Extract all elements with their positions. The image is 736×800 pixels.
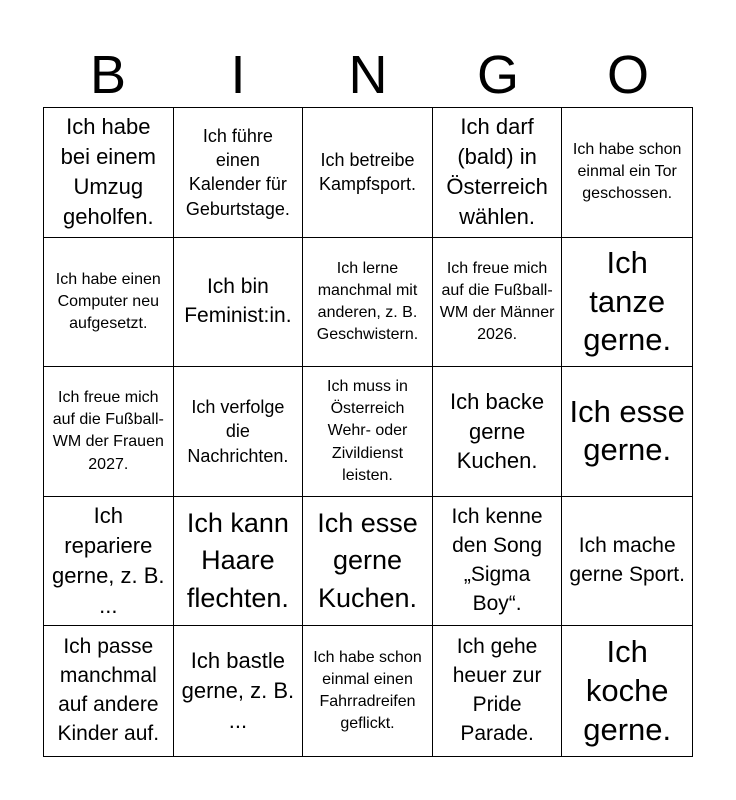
- bingo-cell-r3c1[interactable]: Ich freue mich auf die Fußball-WM der Frauen 2027.: [44, 367, 174, 497]
- bingo-cell-r5c2[interactable]: Ich bastle gerne, z. B. ...: [174, 626, 304, 756]
- bingo-cell-r2c1[interactable]: Ich habe einen Computer neu aufgesetzt.: [44, 238, 174, 368]
- bingo-cell-r4c5[interactable]: Ich mache gerne Sport.: [562, 497, 692, 627]
- bingo-cell-r1c4[interactable]: Ich darf (bald) in Österreich wählen.: [433, 108, 563, 238]
- header-letter-i: I: [230, 45, 246, 105]
- bingo-cell-r4c4[interactable]: Ich kenne den Song „Sigma Boy“.: [433, 497, 563, 627]
- bingo-cell-r4c2[interactable]: Ich kann Haare flechten.: [174, 497, 304, 627]
- bingo-cell-r3c5[interactable]: Ich esse gerne.: [562, 367, 692, 497]
- bingo-cell-r3c2[interactable]: Ich verfolge die Nachrichten.: [174, 367, 304, 497]
- bingo-cell-r3c4[interactable]: Ich backe gerne Kuchen.: [433, 367, 563, 497]
- bingo-cell-r4c3[interactable]: Ich esse gerne Kuchen.: [303, 497, 433, 627]
- bingo-cell-r5c1[interactable]: Ich passe manchmal auf andere Kinder auf.: [44, 626, 174, 756]
- bingo-cell-r3c3[interactable]: Ich muss in Österreich Wehr- oder Zivildienst leisten.: [303, 367, 433, 497]
- bingo-cell-r5c3[interactable]: Ich habe schon einmal einen Fahrradreifen geflickt.: [303, 626, 433, 756]
- bingo-cell-r2c2[interactable]: Ich bin Feminist:in.: [174, 238, 304, 368]
- bingo-cell-r2c5[interactable]: Ich tanze gerne.: [562, 238, 692, 368]
- bingo-cell-r1c5[interactable]: Ich habe schon einmal ein Tor geschossen.: [562, 108, 692, 238]
- bingo-header: [43, 42, 693, 108]
- header-letter-g: G: [476, 45, 519, 105]
- bingo-cell-r1c3[interactable]: Ich betreibe Kampfsport.: [303, 108, 433, 238]
- bingo-cell-r2c4[interactable]: Ich freue mich auf die Fußball-WM der Männer 2026.: [433, 238, 563, 368]
- bingo-cell-r1c1[interactable]: Ich habe bei einem Umzug geholfen.: [44, 108, 174, 238]
- bingo-cell-r4c1[interactable]: Ich repariere gerne, z. B. ...: [44, 497, 174, 627]
- bingo-cell-r2c3[interactable]: Ich lerne manchmal mit anderen, z. B. Geschwistern.: [303, 238, 433, 368]
- header-letter-o: O: [606, 45, 649, 105]
- bingo-cell-r5c4[interactable]: Ich gehe heuer zur Pride Parade.: [433, 626, 563, 756]
- bingo-cell-r5c5[interactable]: Ich koche gerne.: [583, 634, 672, 747]
- bingo-cell-r1c2[interactable]: Ich führe einen Kalender für Geburtstage.: [174, 108, 304, 238]
- header-letter-n: N: [348, 45, 388, 105]
- bingo-card-grid: [43, 107, 693, 757]
- header-letter-b: B: [89, 45, 127, 105]
